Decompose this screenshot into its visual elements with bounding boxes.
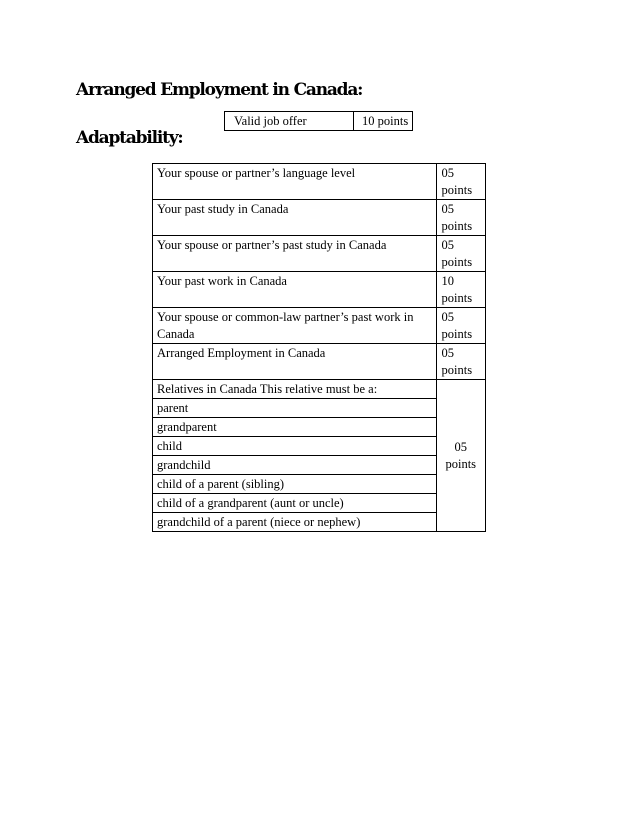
points-value: 05	[441, 310, 455, 324]
relative-item: child of a parent (sibling)	[153, 475, 437, 494]
job-offer-points: 10 points	[354, 112, 413, 131]
row-label: Your spouse or common-law partner’s past work in Canada	[153, 308, 437, 344]
row-points	[436, 200, 485, 236]
relative-item: grandchild of a parent (niece or nephew)	[153, 513, 437, 532]
table-row	[153, 164, 486, 200]
points-unit: points	[441, 219, 473, 233]
points-value: 05	[441, 166, 455, 180]
job-offer-table	[224, 111, 413, 131]
table-row	[153, 475, 486, 494]
points-value: 05	[454, 439, 468, 454]
table-row	[153, 418, 486, 437]
heading-adaptability: Adaptability:	[76, 128, 183, 148]
table-row	[153, 437, 486, 456]
adaptability-table	[152, 163, 486, 532]
relative-item: child	[153, 437, 437, 456]
row-points	[436, 164, 485, 200]
points-unit: points	[441, 183, 473, 197]
points-value: 10	[441, 274, 455, 288]
row-label: Your past study in Canada	[153, 200, 437, 236]
points-value: 05	[441, 238, 455, 252]
row-points	[436, 308, 485, 344]
points-unit: points	[441, 363, 473, 377]
relatives-points	[436, 380, 485, 532]
points-unit: points	[441, 291, 473, 305]
relative-item: child of a grandparent (aunt or uncle)	[153, 494, 437, 513]
points-value: 05	[441, 202, 455, 216]
points-unit: points	[441, 327, 473, 341]
relative-item: grandparent	[153, 418, 437, 437]
table-row	[153, 236, 486, 272]
row-label: Your spouse or partner’s language level	[153, 164, 437, 200]
table-row	[153, 380, 486, 399]
table-row	[153, 494, 486, 513]
points-value: 05	[441, 346, 455, 360]
table-row	[153, 308, 486, 344]
points-unit: points	[441, 255, 473, 269]
relative-item: grandchild	[153, 456, 437, 475]
row-points	[436, 272, 485, 308]
row-points	[436, 344, 485, 380]
relative-item: parent	[153, 399, 437, 418]
row-label: Your past work in Canada	[153, 272, 437, 308]
table-row	[153, 399, 486, 418]
row-label: Arranged Employment in Canada	[153, 344, 437, 380]
heading-arranged-employment: Arranged Employment in Canada:	[76, 80, 363, 100]
table-row	[225, 112, 413, 131]
table-row	[153, 344, 486, 380]
points-unit: points	[445, 456, 477, 471]
row-points	[436, 236, 485, 272]
table-row	[153, 513, 486, 532]
table-row	[153, 200, 486, 236]
row-label: Your spouse or partner’s past study in Canada	[153, 236, 437, 272]
table-row	[153, 272, 486, 308]
job-offer-label: Valid job offer	[225, 112, 354, 131]
table-row	[153, 456, 486, 475]
relatives-header: Relatives in Canada This relative must be a:	[153, 380, 437, 399]
